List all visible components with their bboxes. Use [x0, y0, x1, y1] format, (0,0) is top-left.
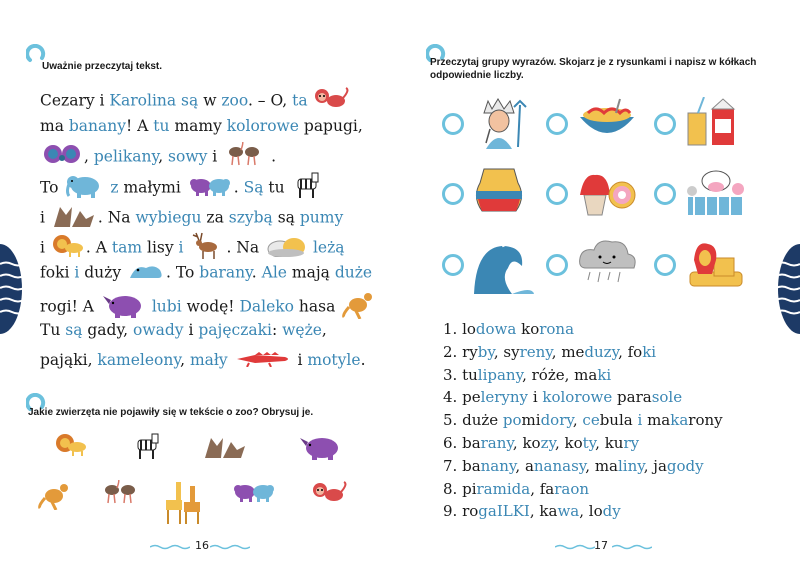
monkey-icon: [310, 86, 350, 117]
instruction-match-pictures: Przeczytaj grupy wyrazów. Skojarz je z rysunkami i napisz w kółkach odpowiednie liczby.: [430, 57, 757, 81]
story-word: mały: [189, 351, 233, 369]
wave-decoration: [210, 544, 250, 550]
story-word: ,: [321, 321, 327, 339]
word-group-item: [443, 455, 723, 478]
story-word: za: [206, 208, 229, 227]
story-word: motyle: [307, 351, 361, 369]
story-word: ! A: [126, 117, 154, 135]
word-part: 8.: [443, 479, 463, 498]
edge-decoration-left: [0, 244, 40, 334]
word-part: raon: [554, 479, 590, 498]
story-word: .: [360, 351, 366, 369]
word-part: 7.: [443, 456, 463, 475]
word-part: ko: [521, 320, 540, 338]
word-part: lo: [588, 502, 603, 521]
word-part: ,: [551, 342, 562, 361]
story-word: . Na: [226, 238, 265, 257]
word-part: pe: [462, 388, 481, 407]
word-part: kolorowe: [542, 388, 618, 407]
story-word: pumy: [299, 208, 344, 227]
word-part: para: [617, 388, 652, 407]
story-line: [40, 86, 352, 110]
story-word: i: [188, 321, 199, 339]
kangaroo-icon: [342, 289, 378, 326]
story-word: foki: [40, 263, 75, 282]
story-word: !: [228, 297, 240, 316]
story-word: ,: [158, 147, 169, 166]
story-word: mają: [291, 263, 335, 282]
word-part: ma: [574, 365, 598, 384]
story-word: tam: [111, 238, 147, 257]
story-word: .: [266, 147, 277, 166]
word-part: ma: [647, 411, 671, 430]
word-part: lo: [462, 320, 476, 338]
story-word: są: [277, 208, 300, 227]
monkey-icon[interactable]: [308, 480, 348, 508]
farm-animals-icon: [684, 167, 746, 221]
word-part: ,: [572, 411, 583, 430]
story-word: papugi: [303, 117, 358, 135]
word-part: fo: [627, 342, 643, 361]
answer-circle[interactable]: [442, 113, 464, 135]
story-word: ,: [123, 321, 134, 339]
word-part: gaILKI: [478, 502, 530, 521]
story-word: kolorowe: [226, 117, 304, 135]
story-word: tu: [153, 117, 175, 135]
story-word: Daleko: [239, 297, 299, 316]
story-word: zoo: [221, 91, 248, 110]
cupcake-donut-icon: [576, 167, 638, 221]
rain-cloud-icon: [576, 238, 638, 292]
story-word: banany: [68, 117, 127, 135]
word-part: ,: [530, 479, 540, 498]
story-word: . – O,: [247, 91, 293, 110]
story-word: mamy: [174, 117, 227, 135]
word-part: sole: [651, 388, 683, 407]
word-part: ,: [493, 342, 504, 361]
story-word: gady: [87, 321, 124, 339]
story-word: duży: [84, 263, 127, 282]
story-word: wybiegu: [135, 208, 207, 227]
word-part: 9.: [443, 502, 463, 521]
story-word: małymi: [123, 178, 186, 197]
word-part: dowa: [475, 320, 522, 338]
word-part: ramida: [476, 479, 531, 498]
word-part: wa: [557, 502, 580, 521]
wave-icon: [472, 238, 534, 298]
story-word: węże: [282, 321, 322, 339]
word-part: sy: [503, 342, 520, 361]
word-part: ,: [579, 502, 589, 521]
story-word: lubi: [146, 297, 187, 316]
story-word: lisy: [146, 238, 179, 257]
word-part: mi: [521, 411, 541, 430]
word-part: rany: [480, 433, 513, 452]
word-group-item: [443, 432, 723, 455]
story-word: Tu: [40, 321, 66, 339]
story-word: ,: [357, 117, 363, 135]
word-part: ki: [597, 365, 612, 384]
peacock-icon: [42, 142, 82, 173]
word-part: ,: [522, 365, 532, 384]
instruction-circle-animals: Jakie zwierzęta nie pojawiły się w tekście o zoo? Obrysuj je.: [28, 407, 314, 418]
story-word: duże: [334, 263, 373, 282]
story-word: hasa: [298, 297, 341, 316]
story-word: i: [292, 351, 308, 369]
story-word: barany: [199, 263, 252, 282]
elephants-icon: [188, 174, 232, 203]
giraffe-icon[interactable]: [160, 480, 206, 528]
story-word: :: [271, 321, 283, 339]
story-word: owady: [133, 321, 189, 339]
word-part: fa: [539, 479, 555, 498]
word-part: 2.: [443, 342, 463, 361]
word-part: ba: [462, 433, 481, 452]
story-word: są: [65, 321, 88, 339]
story-line: [40, 289, 380, 316]
story-word: leżą: [308, 238, 345, 257]
word-part: ko: [564, 433, 583, 452]
word-part: ,: [643, 456, 654, 475]
word-part: ma: [594, 456, 618, 475]
story-word: sowy: [168, 147, 213, 166]
word-part: ,: [512, 433, 523, 452]
word-part: duzy: [584, 342, 619, 361]
word-part: pi: [462, 479, 477, 498]
word-group-item: [443, 500, 723, 523]
story-word: pelikany: [93, 147, 159, 166]
word-part: ku: [604, 433, 624, 452]
story-word: . To: [166, 263, 200, 282]
word-part: ,: [595, 433, 605, 452]
story-word: ta: [292, 91, 308, 110]
word-part: duże: [462, 411, 503, 430]
word-group-list: [443, 318, 723, 523]
ostrich-icon[interactable]: [100, 480, 140, 508]
word-part: ka: [539, 502, 558, 521]
word-part: by: [477, 342, 494, 361]
juice-milk-icon: [684, 97, 738, 151]
story-line: [40, 348, 366, 372]
word-part: ,: [529, 502, 540, 521]
story-word: z: [105, 178, 124, 197]
word-part: i: [532, 388, 543, 407]
story-word: rogi: [40, 297, 72, 316]
word-part: ja: [653, 456, 667, 475]
word-part: reny: [519, 342, 552, 361]
word-part: ro: [462, 502, 479, 521]
story-line: [40, 201, 343, 225]
story-word: i: [40, 208, 50, 227]
word-part: nanasy: [533, 456, 586, 475]
story-word: ! A: [71, 297, 99, 316]
wolves-icon[interactable]: [203, 432, 247, 464]
story-word: .: [233, 178, 244, 197]
story-line: [40, 114, 363, 138]
seal-icon: [128, 260, 164, 287]
word-part: rony: [688, 411, 723, 430]
word-part: dory: [540, 411, 573, 430]
word-group-item: [443, 409, 723, 432]
answer-circle[interactable]: [442, 183, 464, 205]
story-line: [40, 142, 276, 166]
word-part: ,: [515, 456, 525, 475]
edge-decoration-right: [760, 244, 800, 334]
word-part: i: [637, 411, 648, 430]
word-part: zy: [540, 433, 555, 452]
word-group-item: [443, 386, 723, 409]
zebra-icon[interactable]: [132, 432, 162, 464]
word-group-item: [443, 364, 723, 387]
story-word: i: [94, 91, 110, 110]
spaghetti-icon: [576, 97, 638, 141]
ostrich-icon: [224, 142, 264, 173]
word-part: ry: [462, 342, 478, 361]
word-part: 6.: [443, 433, 463, 452]
lion-icon[interactable]: [55, 432, 87, 460]
word-part: po: [502, 411, 522, 430]
word-part: ,: [585, 456, 595, 475]
story-word: i: [212, 147, 223, 166]
answer-circle[interactable]: [546, 183, 568, 205]
wave-decoration: [612, 544, 652, 550]
word-part: liny: [618, 456, 644, 475]
story-word: ,: [87, 351, 98, 369]
word-part: gody: [666, 456, 704, 475]
answer-circle[interactable]: [654, 254, 676, 276]
word-part: ,: [618, 342, 628, 361]
word-part: ty: [582, 433, 596, 452]
instruction-read-text: Uważnie przeczytaj tekst.: [42, 61, 163, 72]
word-part: ko: [522, 433, 541, 452]
word-group-item: [443, 341, 723, 364]
kangaroo-icon[interactable]: [38, 480, 74, 514]
answer-circle[interactable]: [654, 183, 676, 205]
story-word: Są: [243, 178, 269, 197]
word-part: ki: [642, 342, 657, 361]
story-word: To: [40, 178, 64, 197]
story-line: [40, 260, 372, 284]
word-part: nany: [480, 456, 516, 475]
right-page: [400, 0, 800, 587]
elephants-icon[interactable]: [232, 480, 276, 506]
word-part: me: [561, 342, 585, 361]
word-part: tu: [462, 365, 478, 384]
story-line: [40, 318, 327, 342]
story-line: [40, 231, 345, 255]
word-part: ry: [623, 433, 640, 452]
story-word: pajęczaki: [198, 321, 272, 339]
wave-decoration: [150, 544, 190, 550]
wave-decoration: [555, 544, 595, 550]
page-number-right: 17: [594, 539, 608, 552]
word-part: 3.: [443, 365, 463, 384]
story-word: Karolina: [109, 91, 177, 110]
neptune-icon: [472, 97, 528, 153]
word-part: ba: [462, 456, 481, 475]
word-part: ce: [582, 411, 600, 430]
story-line: [40, 171, 324, 195]
answer-circle[interactable]: [546, 113, 568, 135]
story-word: i: [178, 238, 189, 257]
story-word: ma: [40, 117, 69, 135]
story-word: ,: [180, 351, 190, 369]
story-word: wodę: [186, 297, 229, 316]
word-part: 4.: [443, 388, 463, 407]
answer-circle[interactable]: [442, 254, 464, 276]
sphinx-icon: [684, 238, 746, 292]
word-group-item: [443, 478, 723, 501]
story-word: kameleony: [97, 351, 181, 369]
story-word: ,: [84, 147, 94, 166]
story-word: i: [40, 238, 50, 257]
rhino-icon[interactable]: [298, 432, 342, 464]
word-part: 5.: [443, 411, 463, 430]
story-word: są: [176, 91, 204, 110]
story-word: .: [251, 263, 262, 282]
story-word: w: [203, 91, 222, 110]
word-part: leryny: [480, 388, 533, 407]
story-word: Ale: [261, 263, 292, 282]
word-part: ka: [670, 411, 689, 430]
word-part: rona: [539, 320, 575, 338]
answer-circle[interactable]: [546, 254, 568, 276]
word-group-item: [443, 318, 723, 341]
crocodile-icon: [235, 349, 291, 374]
answer-circle[interactable]: [654, 113, 676, 135]
story-word: szybą: [228, 208, 278, 227]
story-word: Cezary: [40, 91, 95, 110]
word-part: bula: [599, 411, 638, 430]
vase-icon: [472, 167, 526, 217]
word-part: lipany: [477, 365, 523, 384]
word-part: ,: [564, 365, 575, 384]
page-number-left: 16: [195, 539, 209, 552]
word-part: róże: [531, 365, 565, 384]
story-word: . Na: [97, 208, 136, 227]
word-part: 1.: [443, 320, 463, 338]
word-part: dy: [602, 502, 621, 521]
word-part: ,: [554, 433, 565, 452]
story-word: tu: [268, 178, 290, 197]
story-word: i: [74, 263, 85, 282]
story-word: pająki: [40, 351, 88, 369]
story-word: . A: [85, 238, 112, 257]
word-part: a: [524, 456, 534, 475]
